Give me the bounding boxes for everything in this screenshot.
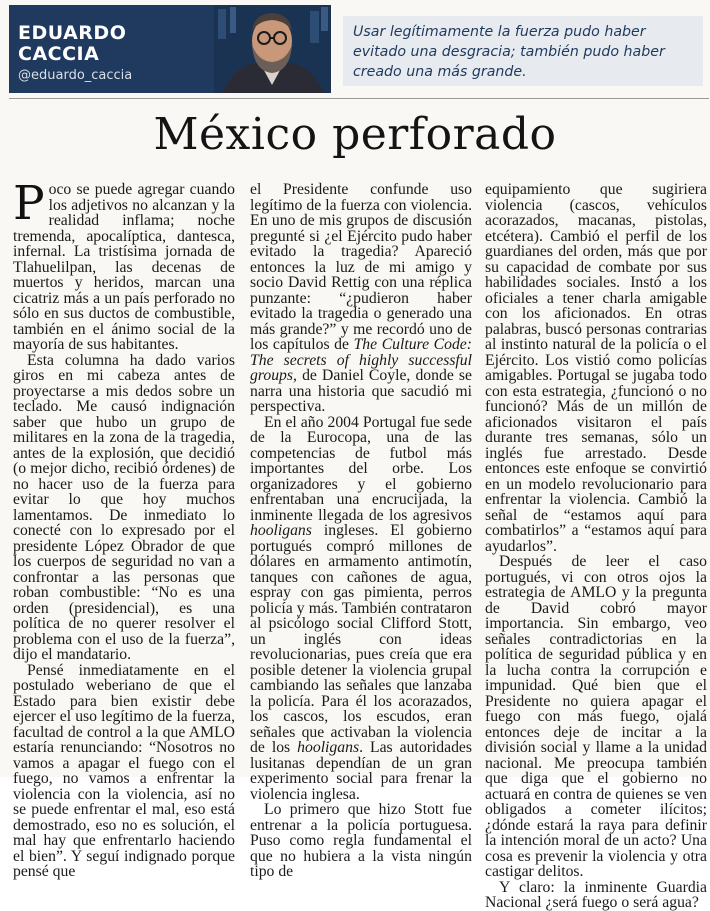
author-banner — [9, 5, 331, 93]
article-column-1 — [13, 176, 235, 880]
paragraph — [13, 176, 235, 353]
paragraph: Y claro: la inminente Guardia Nacional ¿será fuego o será agua? — [485, 878, 707, 911]
article-column-3 — [485, 182, 707, 911]
author-handle: @eduardo_caccia — [18, 68, 133, 83]
paragraph-text: ingleses. El gobierno portugués compró millones de dólares en armamento antimotín, tanques con cañones de agua, espray con gas pimienta, perros policía y más. También contrataron al psicólogo social Clifford Stott, un inglés con ideas revolucionarias, pues creía que era posible detener la violencia grupal cambiando las señales que lanzaba la policía. Para él los acorazados, los cascos, los escudos, eran señales que activaban la violencia de los — [250, 522, 472, 756]
paragraph — [250, 415, 472, 803]
article-column-2 — [250, 182, 472, 880]
author-name-line2: CACCIA — [18, 43, 100, 65]
emphasis-word: hooligans — [250, 522, 312, 539]
column-header — [9, 5, 710, 95]
book-title: The Culture Code: The secrets of highly successful groups — [250, 336, 472, 384]
author-name-line1: EDUARDO — [18, 22, 127, 44]
article-title: México perforado — [153, 109, 557, 160]
paragraph-text: . Las autoridades lusitanas dependían de un gran experimento social para frenar la violencia inglesa. — [250, 739, 472, 803]
header-divider — [9, 98, 709, 99]
paragraph: Pensé inmediatamente en el postulado weberiano de que el Estado para bien existir debe ejercer el uso legítimo de la fuerza, facultad de control a la que AMLO estaría renunciando: “Nosotros no vamos a apagar el fuego con el fuego, no vamos a enfrentar la violencia con la violencia, así no se puede enfrentar el mal, eso está demostrado, eso no es solución, el mal hay que enfrentarlo haciendo el bien”. Y seguí indignado porque pensé que — [13, 661, 235, 880]
paragraph: Después de leer el caso portugués, vi con otros ojos la estrategia de AMLO y la pregunta de David cobró mayor importancia. Sin embargo, veo señales contradictorias en la política de seguridad pública y en la lucha contra la corrupción e impunidad. Qué bien que el Presidente no quiera apagar el fuego con más fuego, ojalá entonces deje de incitar a la división social y llame a la unidad nacional. Me preocupa también que diga que el gobierno no actuará en contra de quienes se ven obligados a cometer ilícitos; ¿dónde estará la raya para definir la intención moral de un acto? Una cosa es prevenir la violencia y otra castigar delitos. — [485, 553, 707, 880]
paragraph-text: En el año 2004 Portugal fue sede de la Eurocopa, una de las competencias de futbol más importantes del orbe. Los organizadores y el gobierno enfrentaban una encrucijada, la inminente llegada de los agresivos — [250, 413, 472, 524]
paragraph — [250, 182, 472, 415]
paragraph-text: , de Daniel Coyle, donde se narra una historia que sacudió mi perspectiva. — [250, 367, 472, 415]
paragraph: Esta columna ha dado varios giros en mi cabeza antes de proyectarse a mis dedos sobre un teclado. Me causó indignación saber que hubo un grupo de militares en la zona de la tragedia, antes de la explosión, que decidió (o mejor dicho, recibió órdenes) de no hacer uso de la fuerza para evitar lo que hoy muchos lamentamos. De inmediato lo conecté con lo expresado por el presidente López Obrador de que los cuerpos de seguridad no van a confrontar a las personas que roban combustible: “No es una orden (presidencial), es una política de no querer resolver el problema con el uso de la fuerza”, dijo el mandatario. — [13, 351, 235, 663]
paragraph-text: oco se puede agregar cuando los adjetivos no alcanzan y la realidad inflama; noche tremenda, apocalíptica, dantesca, infernal. La tristísima jornada de Tlahuelilpan, las decenas de muertos y heridos, marcan una cicatriz más a un país perforado no sólo en sus ductos de combustible, también en el ánimo social de la mayoría de sus habitantes. — [13, 181, 235, 353]
paragraph: equipamiento que sugiriera violencia (cascos, vehículos acorazados, macanas, pistolas, etcétera). Cambió el perfil de los guardianes del orden, más que por su capacidad de combate por sus habilidades sociales. Instó a los oficiales a tener charla amigable con los aficionados. En otras palabras, buscó personas contrarias al instinto natural de la policía o el Ejército. Los vistió como policías amigables. Portugal se jugaba todo con esta estrategia, ¿funcionó o no funcionó? Más de un millón de aficionados visitaron el país durante tres semanas, sólo un inglés fue arrestado. Desde entonces este enfoque se convirtió en un modelo revolucionario para enfrentar la violencia. Cambió la señal de “estamos aquí para combatirlos” a “estamos aquí para ayudarlos”. — [485, 181, 707, 555]
author-name — [18, 23, 126, 65]
pull-quote — [343, 16, 703, 86]
paragraph: Lo primero que hizo Stott fue entrenar a la policía portuguesa. Puso como regla fundamental el que no hubiera a la vista ningún tipo de — [250, 801, 472, 880]
paragraph-text: el Presidente confunde uso legítimo de la fuerza con violencia. En uno de mis grupos de discusión pregunté si ¿el Ejército pudo haber evitado la tragedia? Apareció entonces la luz de mi amigo y socio David Rettig con una réplica punzante: “¿pudieron haber evitado la tragedia o generado una más grande?” y me recordó uno de los capítulos de — [250, 181, 472, 353]
pull-quote-text: Usar legítimamente la fuerza pudo haber evitado una desgracia; también pudo haber creado una más grande. — [353, 24, 665, 80]
author-portrait — [214, 5, 331, 93]
drop-cap: P — [13, 176, 45, 231]
emphasis-word: hooligans — [297, 739, 360, 756]
